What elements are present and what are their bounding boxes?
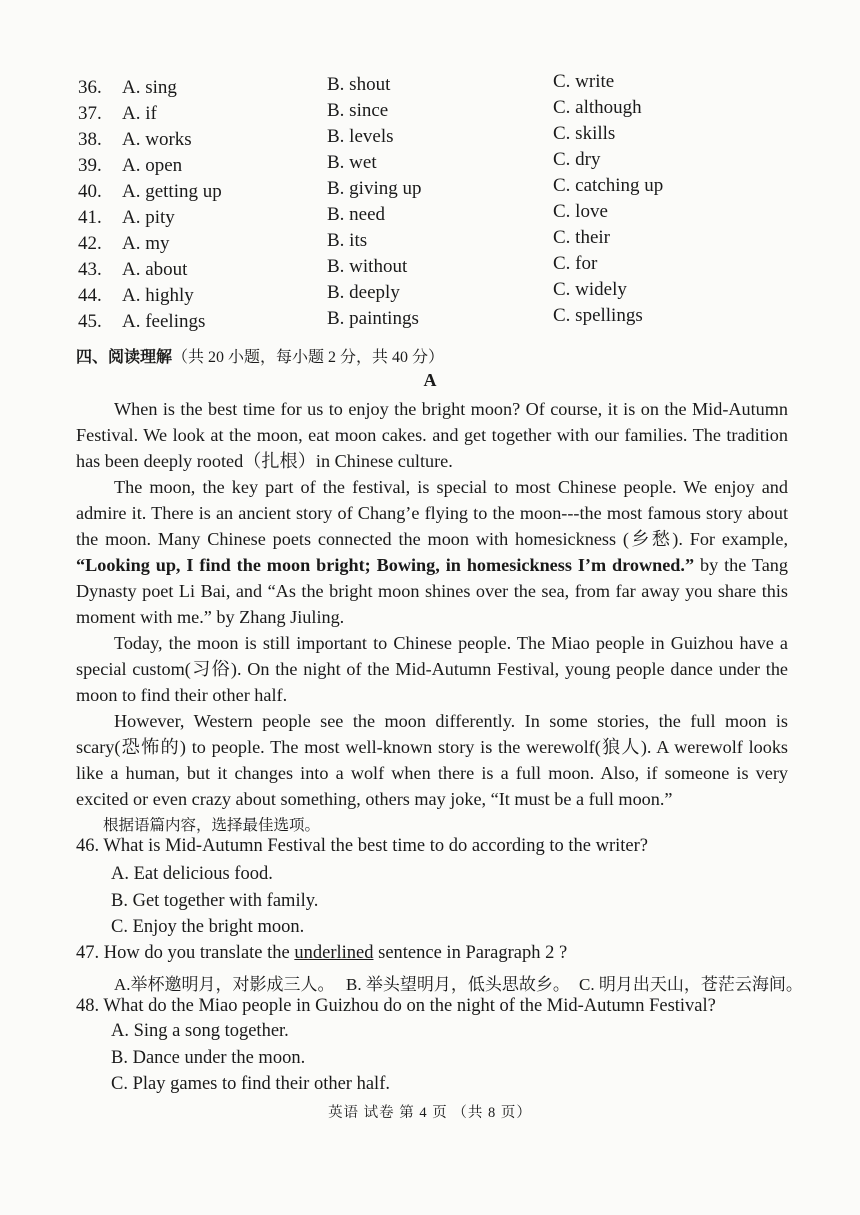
section-detail: （共 20 小题，每小题 2 分，共 40 分） bbox=[172, 349, 445, 366]
question-number: 39. bbox=[78, 155, 102, 176]
question-number: 45. bbox=[78, 311, 102, 332]
option-a: A. my bbox=[122, 233, 170, 254]
question-number: 38. bbox=[78, 129, 102, 150]
option-a: A. feelings bbox=[122, 311, 206, 332]
stem-text-end: sentence in Paragraph 2 ? bbox=[373, 943, 568, 963]
paragraph-3: Today, the moon is still important to Chinese people. The Miao people in Guizhou have a special custom(习俗). On the night of the Mid-Autumn Festival, young people dance under the moon to find their other half. bbox=[76, 633, 788, 705]
option-row bbox=[0, 279, 860, 309]
option-a: A. open bbox=[122, 155, 183, 176]
question-46-stem: 46. What is Mid-Autumn Festival the best time to do according to the writer? bbox=[76, 836, 649, 856]
question-48-option-a: A. Sing a song together. bbox=[111, 1021, 289, 1041]
option-a: A. about bbox=[122, 259, 188, 280]
paragraph-4: However, Western people see the moon differently. In some stories, the full moon is scary(恐怖的) to people. The most well-known story is the werewolf(狼人). A werewolf looks like a human, but it changes into a wolf when there is a full moon. Also, if someone is very excited or even crazy about something, others may joke, “It must be a full moon.” bbox=[76, 711, 788, 809]
option-row bbox=[0, 201, 860, 231]
option-c: C. although bbox=[553, 97, 642, 118]
stem-text: 47. How do you translate the bbox=[76, 943, 295, 963]
option-row bbox=[0, 97, 860, 127]
question-47-option-a: A.举杯邀明月，对影成三人。 bbox=[114, 975, 335, 994]
option-c: C. spellings bbox=[553, 305, 643, 326]
question-47-option-b: B. 举头望明月，低头思故乡。 bbox=[346, 975, 570, 994]
instruction: 根据语篇内容，选择最佳选项。 bbox=[103, 817, 321, 834]
option-a: A. if bbox=[122, 103, 157, 124]
question-46-option-c: C. Enjoy the bright moon. bbox=[111, 917, 305, 937]
section-title: 四、阅读理解 bbox=[76, 349, 173, 366]
option-c: C. their bbox=[553, 227, 610, 248]
section-heading bbox=[76, 344, 444, 367]
paragraph-2-text-end: by the Tang Dynasty poet Li Bai, and “As the bright moon shines over the sea, from far away you share this moment with me.” by Zhang Jiuling. bbox=[76, 555, 788, 627]
option-row bbox=[0, 71, 860, 101]
option-row bbox=[0, 123, 860, 153]
question-number: 37. bbox=[78, 103, 102, 124]
question-number: 41. bbox=[78, 207, 102, 228]
option-c: C. write bbox=[553, 71, 615, 92]
option-b: B. paintings bbox=[327, 308, 419, 329]
option-c: C. widely bbox=[553, 279, 627, 300]
option-a: A. sing bbox=[122, 77, 177, 98]
option-row bbox=[0, 227, 860, 257]
question-number: 36. bbox=[78, 77, 102, 98]
option-c: C. dry bbox=[553, 149, 601, 170]
option-b: B. since bbox=[327, 100, 389, 121]
option-b: B. wet bbox=[327, 152, 377, 173]
question-48-option-c: C. Play games to find their other half. bbox=[111, 1074, 390, 1094]
question-number: 43. bbox=[78, 259, 102, 280]
paragraph-2 bbox=[76, 474, 788, 630]
option-row bbox=[0, 149, 860, 179]
option-b: B. levels bbox=[327, 126, 394, 147]
reading-passage bbox=[76, 396, 788, 812]
passage-label: A bbox=[423, 370, 437, 390]
stem-underlined-word: underlined bbox=[294, 943, 374, 963]
option-c: C. for bbox=[553, 253, 598, 274]
question-48-stem: 48. What do the Miao people in Guizhou do on the night of the Mid-Autumn Festival? bbox=[76, 996, 716, 1016]
question-48-option-b: B. Dance under the moon. bbox=[111, 1048, 306, 1068]
option-b: B. need bbox=[327, 204, 386, 225]
option-row bbox=[0, 175, 860, 205]
question-number: 42. bbox=[78, 233, 102, 254]
option-a: A. highly bbox=[122, 285, 194, 306]
question-46-option-b: B. Get together with family. bbox=[111, 891, 319, 911]
question-46-option-a: A. Eat delicious food. bbox=[111, 864, 273, 884]
option-a: A. works bbox=[122, 129, 192, 150]
option-c: C. love bbox=[553, 201, 608, 222]
option-c: C. catching up bbox=[553, 175, 664, 196]
option-row bbox=[0, 305, 860, 335]
option-b: B. shout bbox=[327, 74, 391, 95]
question-47-option-c: C. 明月出天山，苍茫云海间。 bbox=[579, 975, 803, 994]
option-a: A. pity bbox=[122, 207, 175, 228]
option-b: B. deeply bbox=[327, 282, 400, 303]
option-b: B. without bbox=[327, 256, 408, 277]
option-c: C. skills bbox=[553, 123, 616, 144]
option-a: A. getting up bbox=[122, 181, 222, 202]
option-b: B. giving up bbox=[327, 178, 422, 199]
paragraph-2-text: The moon, the key part of the festival, is special to most Chinese people. We enjoy and admire it. There is an ancient story of Chang’e flying to the moon---the most famous story about the moon. Many Chinese poets connected the moon with homesickness (乡愁). For example, bbox=[76, 477, 788, 549]
option-b: B. its bbox=[327, 230, 368, 251]
question-number: 40. bbox=[78, 181, 102, 202]
paragraph-1: When is the best time for us to enjoy the bright moon? Of course, it is on the Mid-Autumn Festival. We look at the moon, eat moon cakes. and get together with our families. The tradition has been deeply rooted（扎根）in Chinese culture. bbox=[76, 399, 788, 471]
question-number: 44. bbox=[78, 285, 102, 306]
page-footer: 英语 试卷 第 4 页 （共 8 页） bbox=[328, 1105, 532, 1121]
option-row bbox=[0, 253, 860, 283]
underlined-sentence: “Looking up, I find the moon bright; Bowing, in homesickness I’m drowned.” bbox=[76, 555, 695, 575]
question-47-stem bbox=[76, 943, 567, 964]
